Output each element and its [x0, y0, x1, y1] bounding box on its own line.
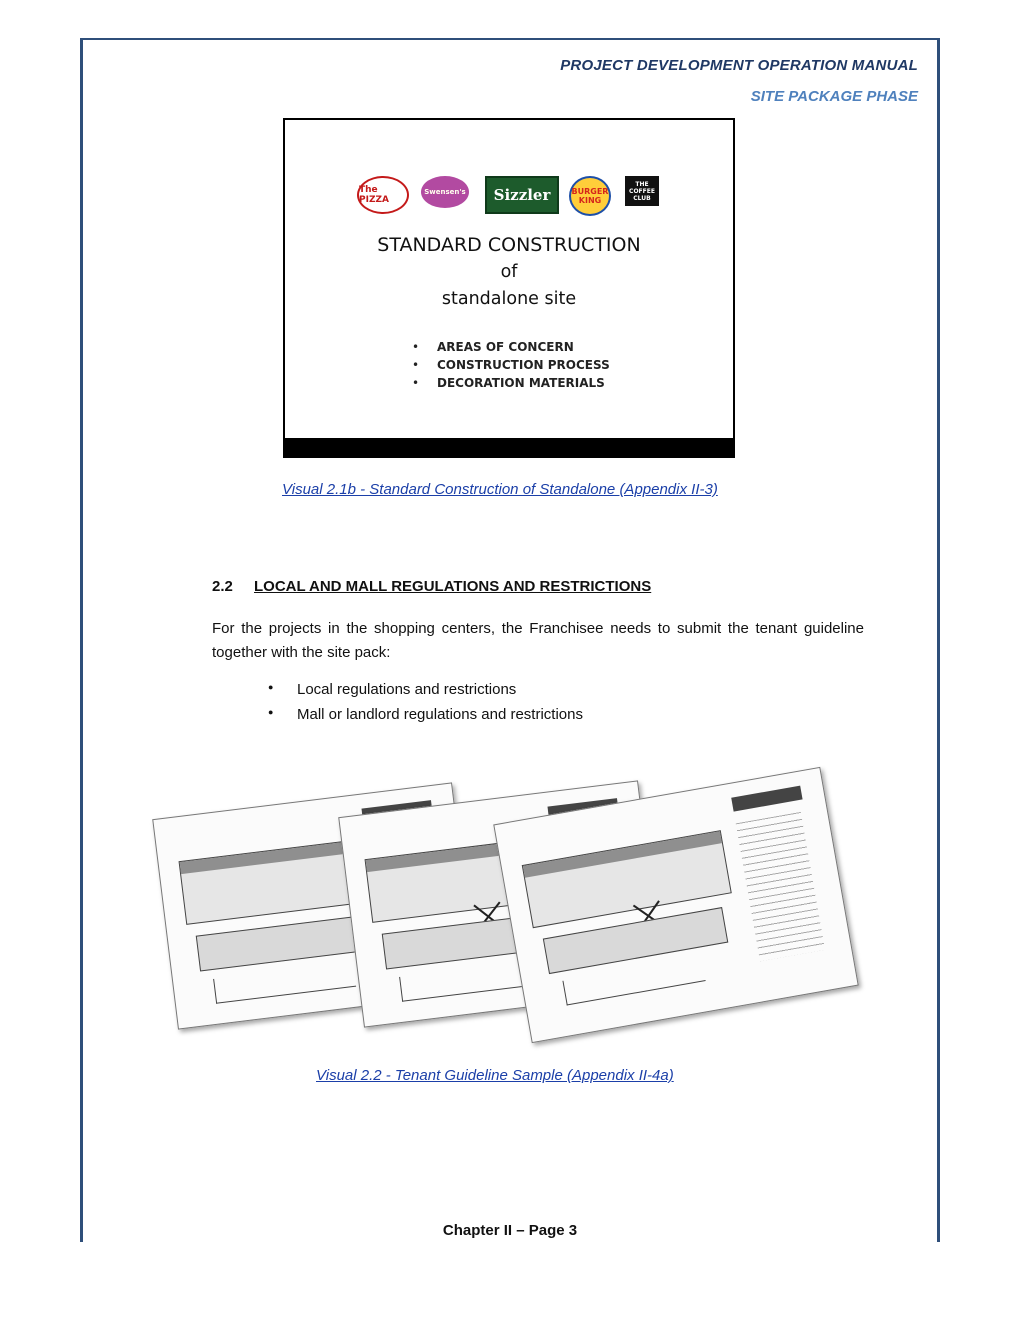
- section-title: LOCAL AND MALL REGULATIONS AND RESTRICTIONS: [254, 578, 652, 595]
- manual-title: PROJECT DEVELOPMENT OPERATION MANUAL: [560, 57, 918, 74]
- section-paragraph: For the projects in the shopping centers, the Franchisee needs to submit the tenant guideline together with the site pack:: [212, 620, 864, 661]
- slide-title-line1: STANDARD CONSTRUCTION: [377, 234, 641, 256]
- regulations-list: [268, 681, 583, 731]
- standard-construction-slide: [283, 118, 735, 458]
- the-coffee-club-logo: THE COFFEE CLUB: [625, 176, 659, 206]
- visual-2-2-caption-link[interactable]: Visual 2.2 - Tenant Guideline Sample (Appendix II-4a): [316, 1067, 674, 1084]
- swensens-logo: Swensen's: [421, 176, 469, 208]
- sizzler-logo: Sizzler: [485, 176, 559, 214]
- page-border-left: [80, 38, 83, 1242]
- page-border-right: [937, 38, 940, 1242]
- phase-title: SITE PACKAGE PHASE: [750, 88, 918, 105]
- slide-title-line3: standalone site: [441, 289, 577, 309]
- slide-bullet-list: [412, 340, 610, 394]
- page-border-top: [82, 38, 940, 40]
- slide-title: [285, 232, 733, 313]
- visual-2-1b-caption-link[interactable]: Visual 2.1b - Standard Construction of Standalone (Appendix II-3): [282, 481, 718, 498]
- list-item: ● Local regulations and restrictions: [268, 681, 583, 706]
- burger-king-logo: BURGER KING: [569, 176, 611, 216]
- brand-logos: [357, 176, 662, 216]
- slide-bottom-bar: [285, 438, 733, 456]
- slide-bullet-item: • AREAS OF CONCERN: [412, 340, 610, 358]
- slide-bullet-item: • DECORATION MATERIALS: [412, 376, 610, 394]
- page-footer: Chapter II – Page 3: [442, 1222, 578, 1239]
- slide-bullet-item: • CONSTRUCTION PROCESS: [412, 358, 610, 376]
- section-number: 2.2: [212, 578, 233, 595]
- section-heading: [212, 578, 651, 595]
- list-item: ● Mall or landlord regulations and restrictions: [268, 706, 583, 731]
- the-pizza-company-logo: The PIZZA: [357, 176, 409, 214]
- tenant-guideline-sample-image: [150, 758, 865, 1060]
- slide-title-line2: of: [500, 262, 518, 282]
